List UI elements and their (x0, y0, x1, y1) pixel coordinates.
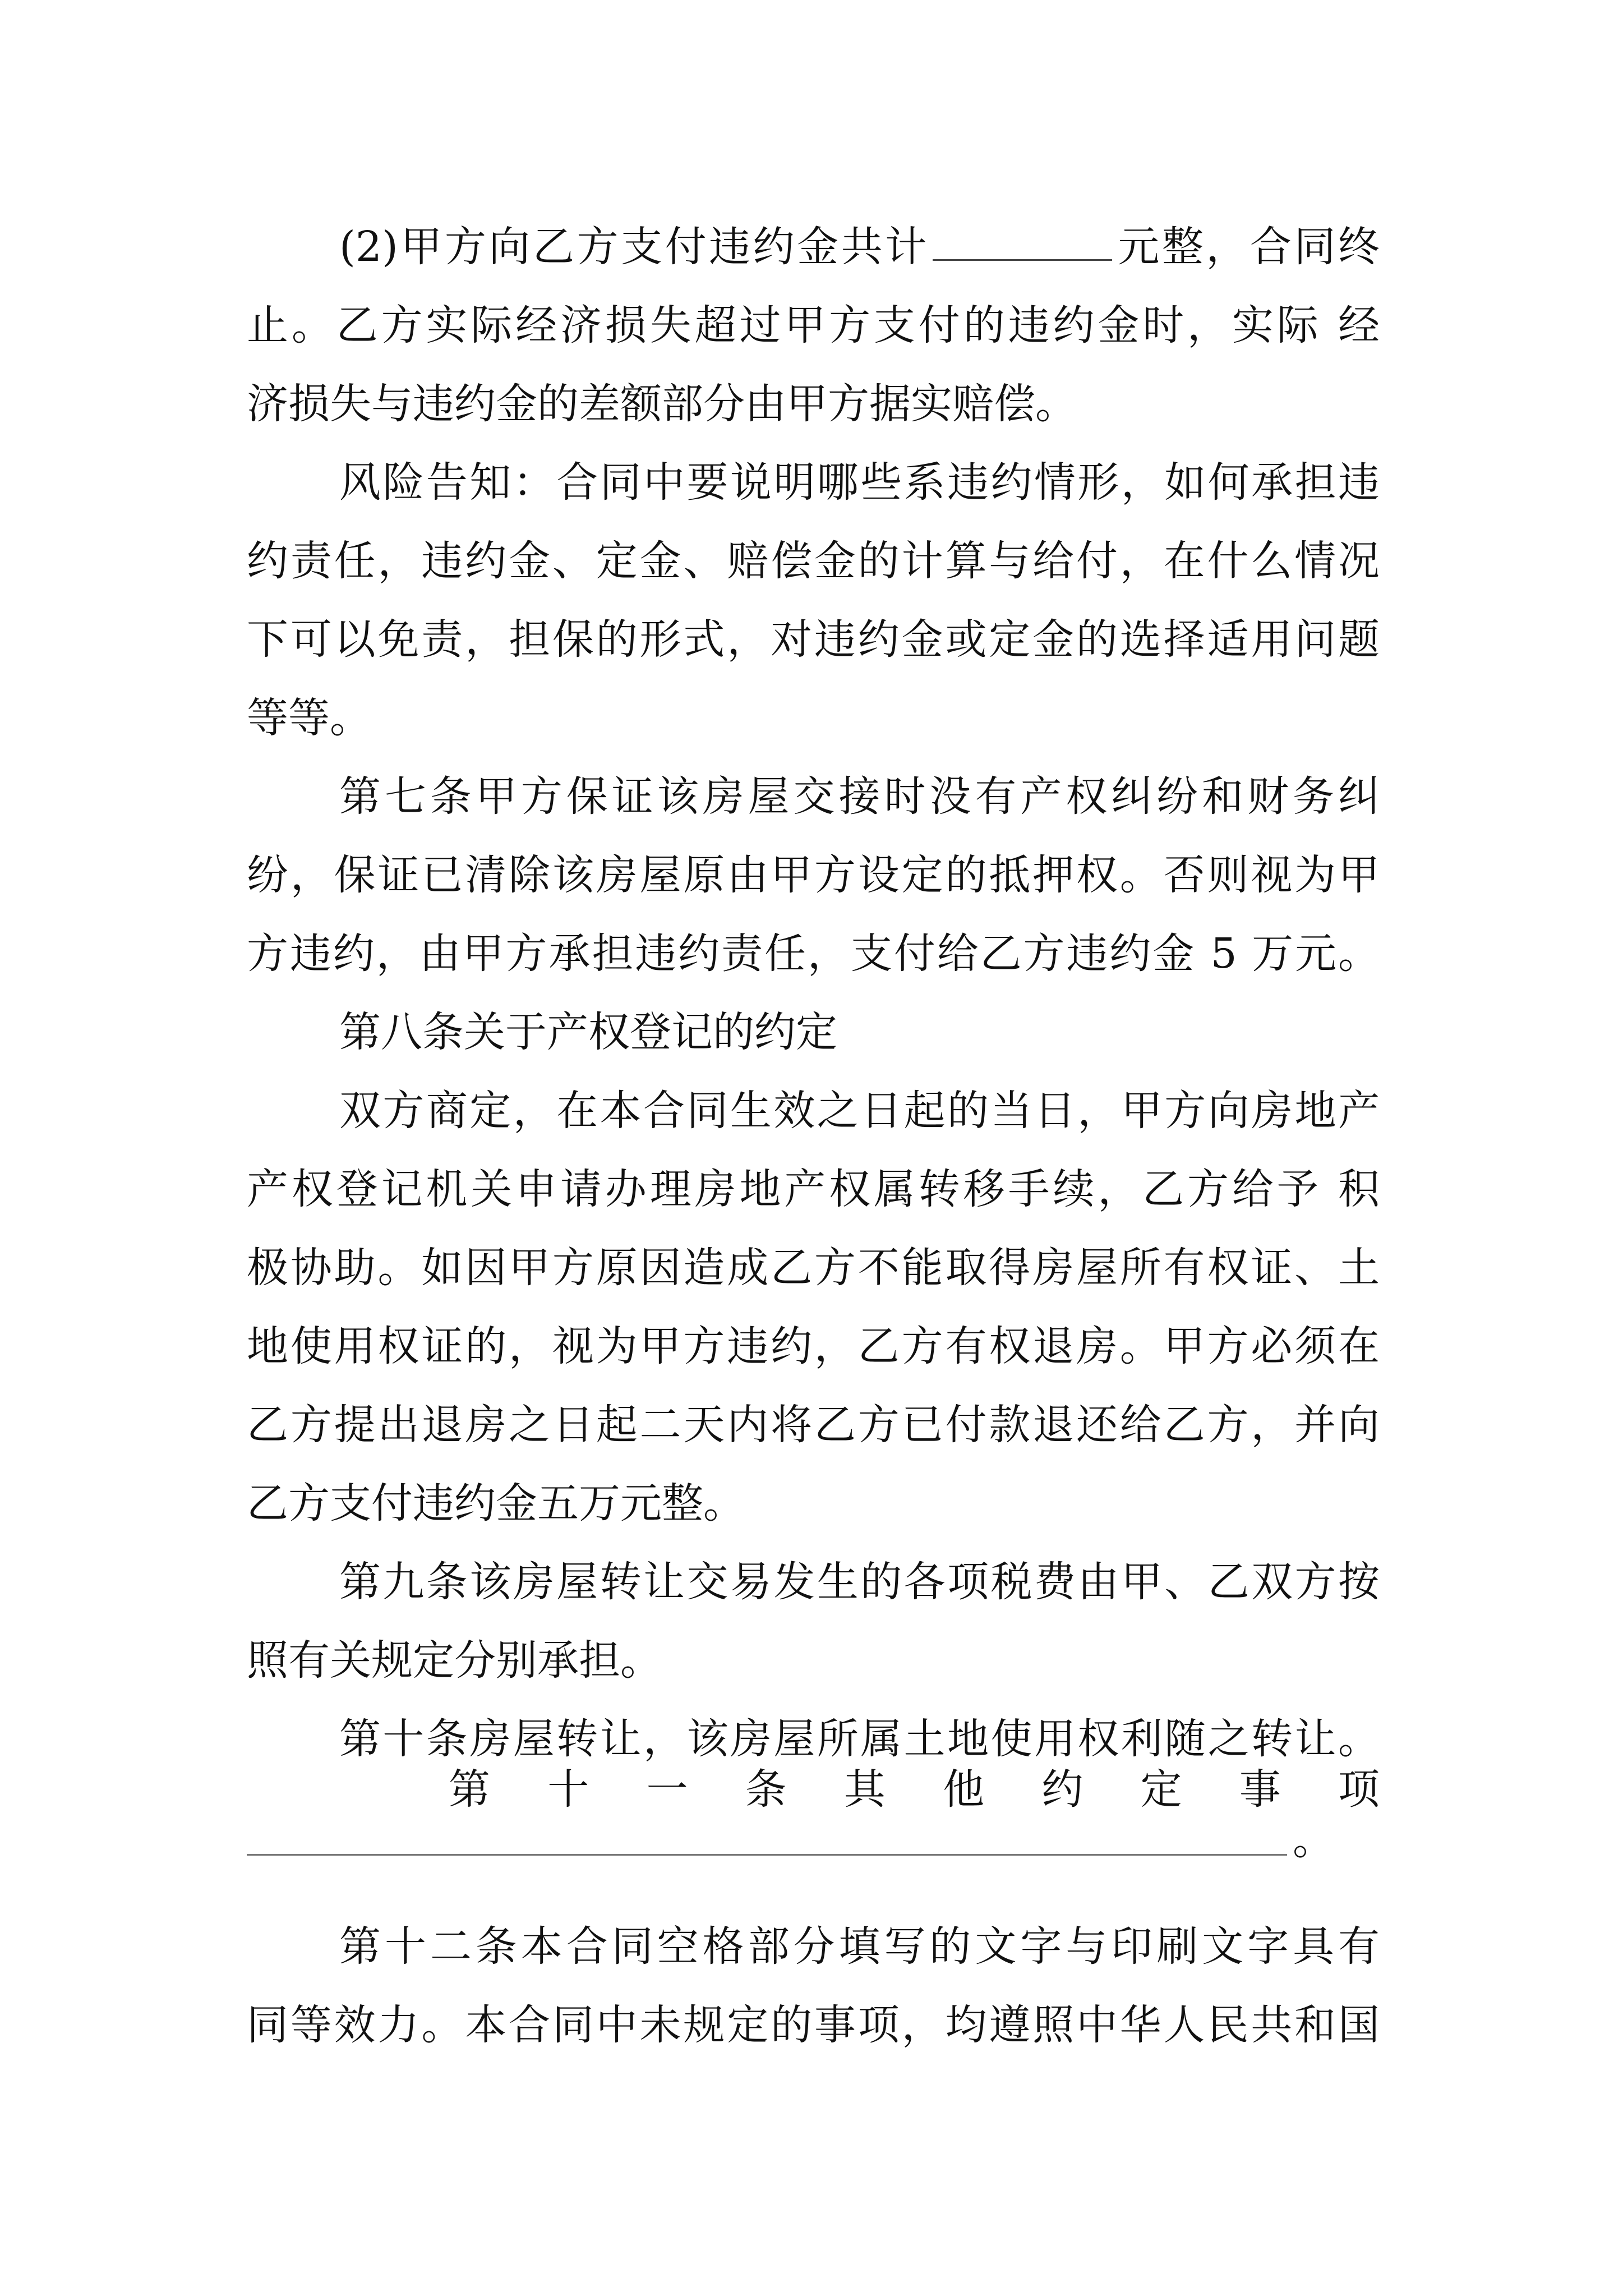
section-heading-article-8: 第八条关于产权登记的约定 (339, 1008, 837, 1056)
paragraph-9-line-2: 同等效力。本合同中未规定的事项，均遵照中华人民共和国 (247, 2001, 1380, 2049)
paragraph-1-text-after-blank: 元整，合同终 (1115, 223, 1380, 271)
paragraph-1-text-before-blank: (2)甲方向乙方支付违约金共计 (339, 223, 929, 271)
paragraph-6-line-1: 第九条该房屋转让交易发生的各项税费由甲、乙双方按 (339, 1558, 1380, 1606)
fill-in-blank-other-terms (247, 1854, 1287, 1856)
article-11-spaced-heading: 第十一条其他约定事项 (449, 1765, 1380, 1814)
paragraph-5-line-3: 极协助。如因甲方原因造成乙方不能取得房屋所有权证、土 (247, 1244, 1380, 1292)
paragraph-3-line-3: 方违约，由甲方承担违约责任，支付给乙方违约金 5 万元。 (247, 930, 1380, 978)
paragraph-6-line-2: 照有关规定分别承担。 (247, 1636, 662, 1685)
paragraph-7-line-1: 第十条房屋转让，该房屋所属土地使用权利随之转让。 (339, 1715, 1380, 1763)
paragraph-2-line-2: 约责任，违约金、定金、赔偿金的计算与给付，在什么情况 (247, 537, 1380, 585)
paragraph-2-line-1: 风险告知：合同中要说明哪些系违约情形，如何承担违 (339, 458, 1380, 507)
paragraph-5-line-6: 乙方支付违约金五万元整。 (247, 1479, 745, 1527)
paragraph-2-line-3: 下可以免责，担保的形式，对违约金或定金的选择适用问题 (247, 615, 1380, 664)
paragraph-1-line-1 (339, 205, 1380, 289)
paragraph-5-line-5: 乙方提出退房之日起二天内将乙方已付款退还给乙方，并向 (247, 1401, 1380, 1449)
paragraph-5-line-4: 地使用权证的，视为甲方违约，乙方有权退房。甲方必须在 (247, 1322, 1380, 1370)
paragraph-8-end-mark: 。 (1293, 1816, 1334, 1864)
paragraph-3-line-2: 纷，保证已清除该房屋原由甲方设定的抵押权。否则视为甲 (247, 851, 1380, 899)
fill-in-blank-amount (933, 226, 1112, 261)
paragraph-2-line-4: 等等。 (247, 694, 371, 742)
paragraph-3-line-1: 第七条甲方保证该房屋交接时没有产权纠纷和财务纠 (339, 772, 1380, 821)
paragraph-5-line-2: 产权登记机关申请办理房地产权属转移手续，乙方给予 积 (247, 1165, 1380, 1213)
paragraph-1-line-3: 济损失与违约金的差额部分由甲方据实赔偿。 (247, 380, 1077, 428)
paragraph-5-line-1: 双方商定，在本合同生效之日起的当日，甲方向房地产 (339, 1087, 1380, 1135)
paragraph-9-line-1: 第十二条本合同空格部分填写的文字与印刷文字具有 (339, 1922, 1380, 1971)
paragraph-1-line-2: 止。乙方实际经济损失超过甲方支付的违约金时，实际 经 (247, 301, 1380, 349)
